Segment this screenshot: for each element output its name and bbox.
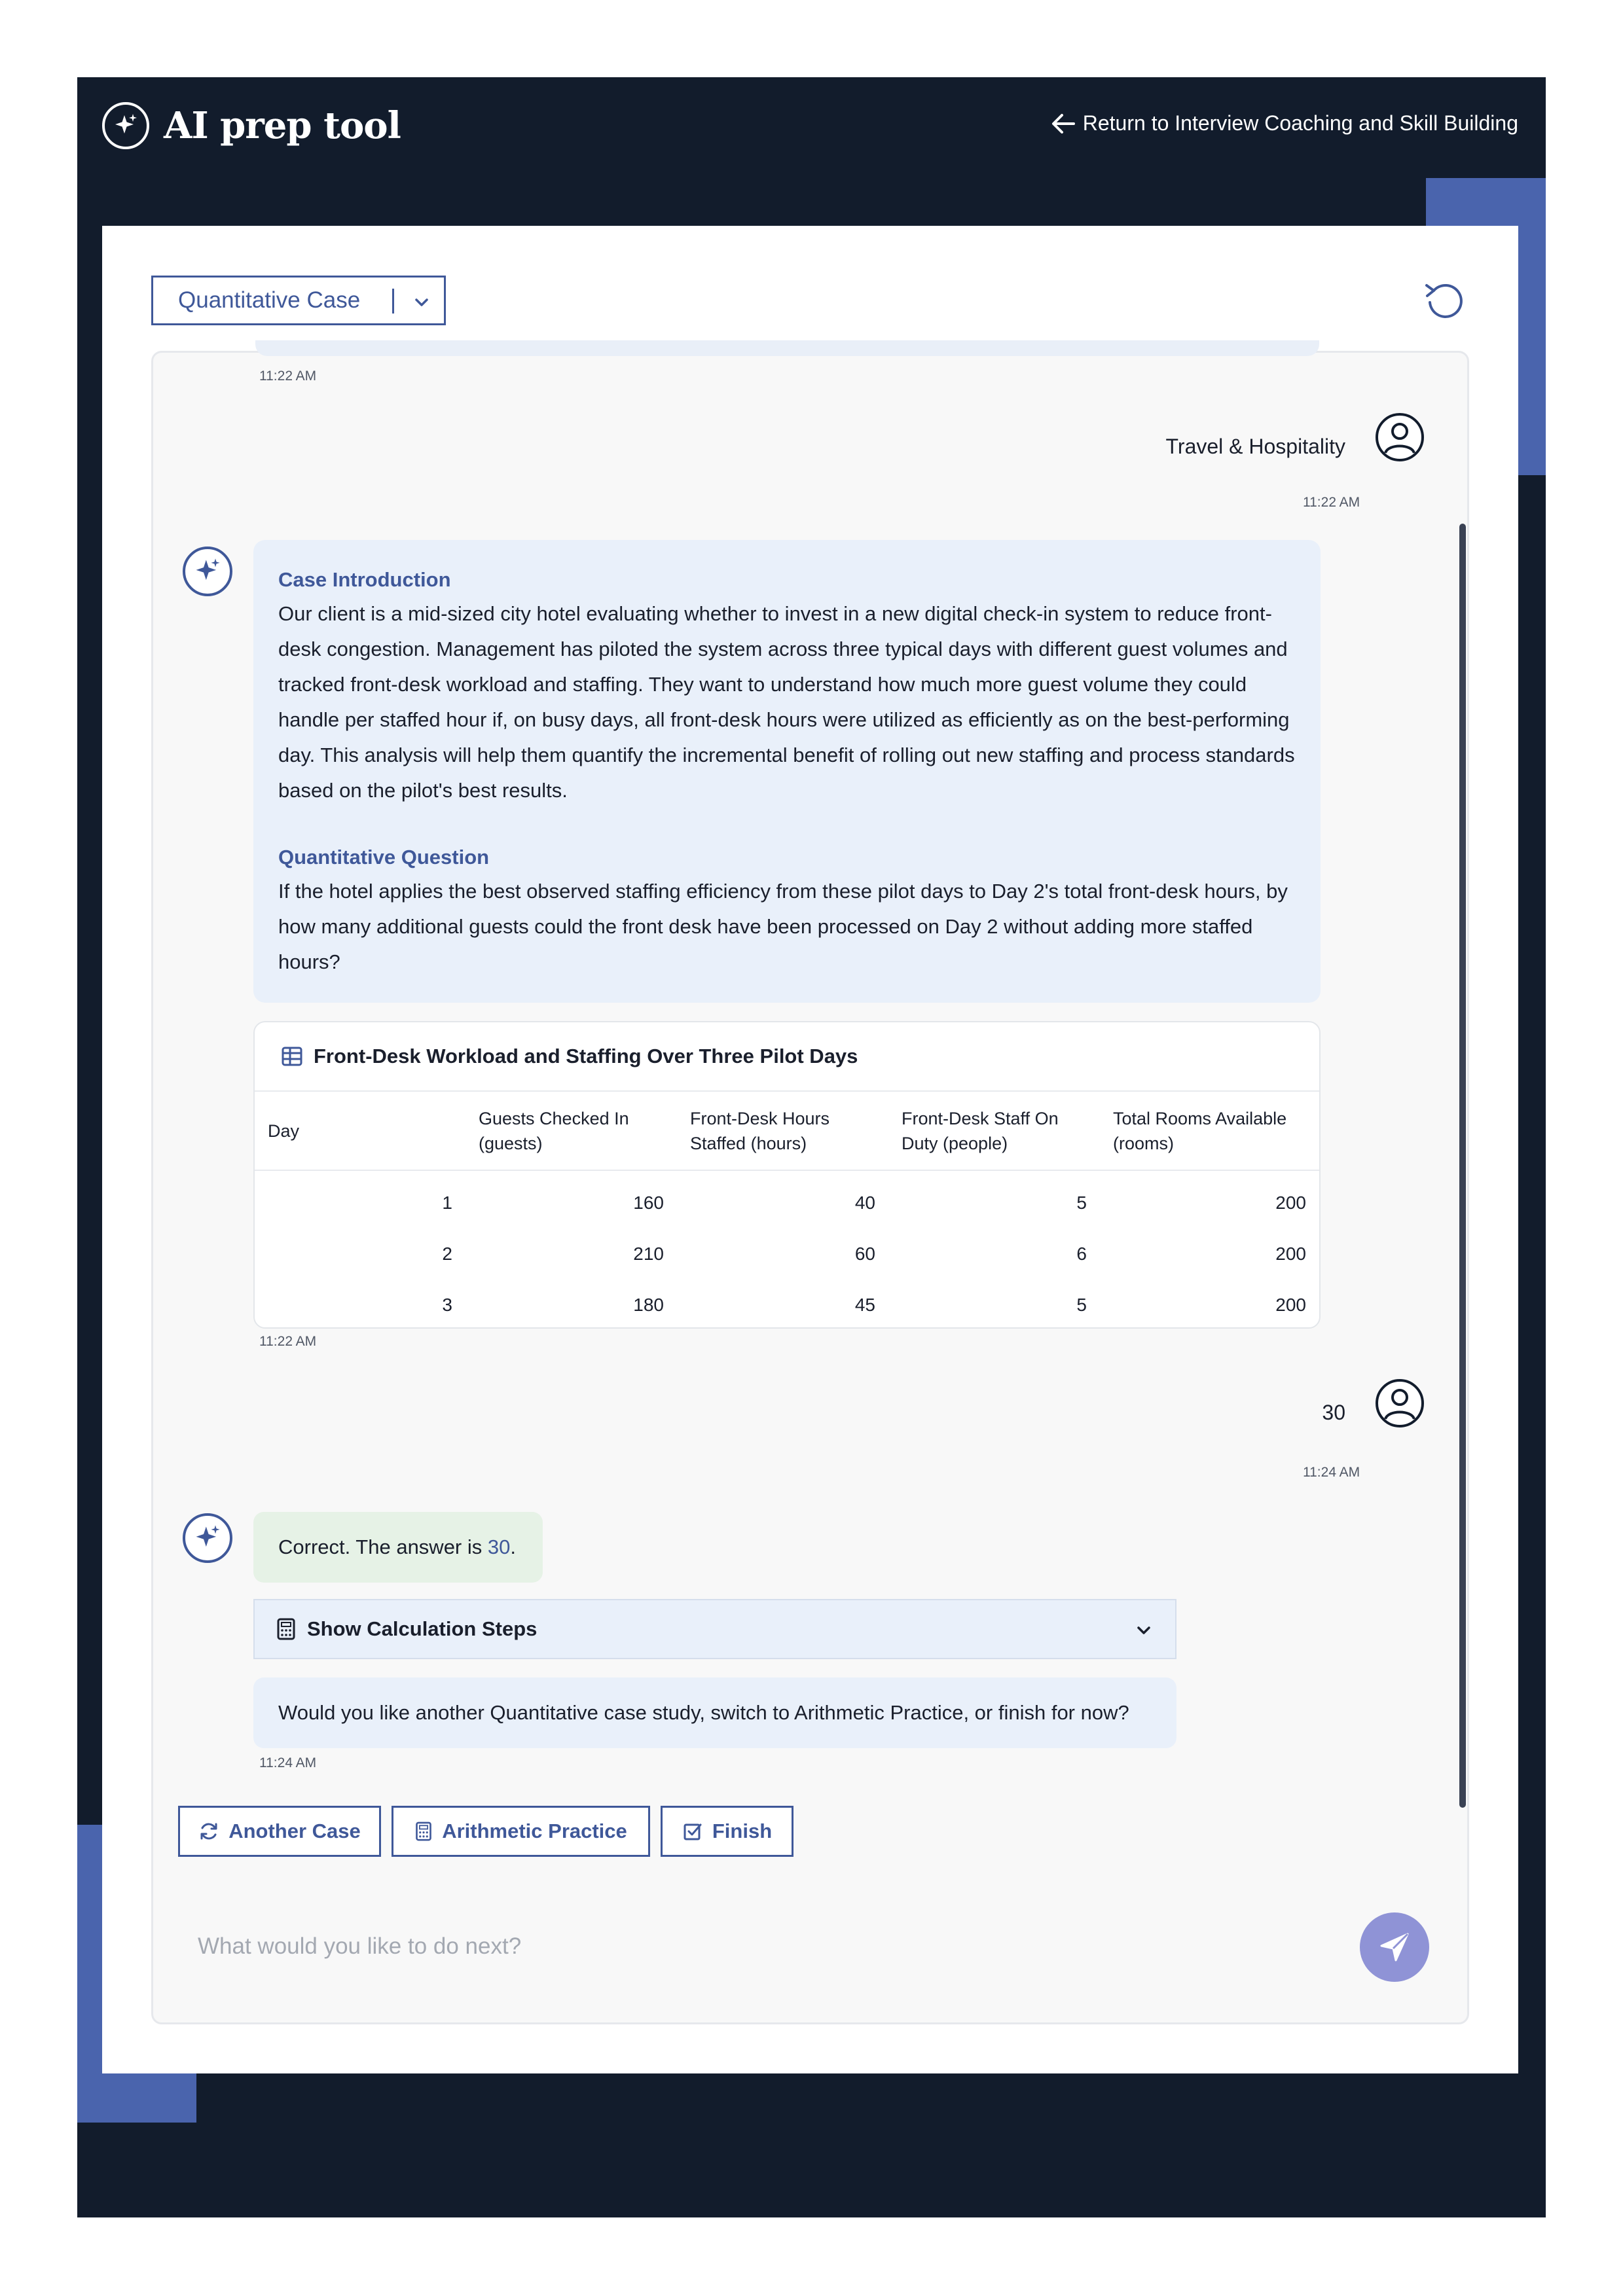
calculator-icon [414,1821,433,1842]
another-case-label: Another Case [228,1820,361,1842]
back-link[interactable] [1050,111,1518,135]
table-cell: 6 [1076,1244,1087,1264]
app-title: AI prep tool [164,104,401,147]
feedback-correct-bubble [253,1512,543,1583]
table-cell: 200 [1275,1295,1306,1315]
table-cell: 210 [633,1244,664,1264]
table-cell: 45 [854,1295,875,1315]
refresh-icon [198,1821,219,1842]
sparkle-icon [192,556,223,587]
previous-message-bubble [255,340,1319,356]
assistant-avatar [183,1513,232,1563]
chat-scrollbar[interactable] [1459,524,1466,1808]
table-cell: 5 [1076,1295,1087,1315]
message-timestamp: 11:22 AM [259,1334,317,1349]
table-cell: 180 [633,1295,664,1315]
table-row [255,1170,1319,1229]
user-icon [1375,1378,1425,1428]
column-header: Total Rooms Available (rooms) [1100,1092,1319,1170]
table-cell: 3 [442,1295,452,1315]
table-cell: 200 [1275,1244,1306,1264]
column-header: Day [255,1092,465,1170]
column-header: Front-Desk Hours Staffed (hours) [677,1092,888,1170]
message-timestamp: 11:24 AM [259,1755,317,1770]
feedback-text: Correct. The answer is [278,1535,483,1558]
feedback-suffix: . [510,1535,516,1558]
column-header: Front-Desk Staff On Duty (people) [888,1092,1100,1170]
select-divider [392,289,394,314]
quant-question-body: If the hotel applies the best observed staffing efficiency from these pilot days to Day 2's total front-desk hours, by how many additional guests could the front desk have been processed on Day 2 without adding more staffed hours? [278,880,1288,973]
check-square-icon [682,1821,703,1842]
table-cell: 5 [1076,1193,1087,1213]
send-icon [1376,1929,1413,1965]
data-table-header [255,1022,1319,1092]
table-cell: 1 [442,1193,452,1213]
send-button[interactable] [1360,1912,1429,1982]
chat-input[interactable] [196,1913,1338,1980]
data-table [255,1092,1319,1329]
next-step-prompt: Would you like another Quantitative case study, switch to Arithmetic Practice, or finish for now? [278,1701,1129,1724]
data-table-card [253,1021,1321,1329]
chevron-down-icon [410,291,433,314]
case-intro-title: Case Introduction [278,568,451,591]
feedback-answer: 30 [487,1535,511,1558]
sparkle-icon [102,102,149,149]
case-type-value: Quantitative Case [178,287,361,313]
table-cell: 60 [854,1244,875,1264]
column-header: Guests Checked In (guests) [465,1092,677,1170]
next-step-prompt-bubble [253,1677,1176,1748]
data-table-title: Front-Desk Workload and Staffing Over Three Pilot Days [314,1045,858,1067]
table-row [255,1229,1319,1280]
arrow-left-icon [1050,113,1076,135]
message-timestamp: 11:22 AM [259,368,317,384]
case-intro-bubble [253,540,1321,1003]
assistant-avatar [183,547,232,596]
arithmetic-practice-button[interactable] [392,1806,650,1857]
calculation-steps-toggle[interactable] [253,1599,1176,1659]
case-type-select[interactable] [151,276,446,325]
quant-question-title: Quantitative Question [278,846,490,869]
user-message-industry: Travel & Hospitality [1165,435,1345,458]
table-cell: 160 [633,1193,664,1213]
reset-icon [1421,276,1468,323]
message-timestamp: 11:22 AM [1303,495,1360,510]
another-case-button[interactable] [178,1806,381,1857]
finish-label: Finish [712,1820,773,1842]
table-cell: 40 [854,1193,875,1213]
table-row [255,1280,1319,1329]
table-cell: 200 [1275,1193,1306,1213]
app-brand [102,102,401,149]
finish-button[interactable] [661,1806,793,1857]
table-cell: 2 [442,1244,452,1264]
user-icon [1375,412,1425,462]
case-intro-body: Our client is a mid-sized city hotel evaluating whether to invest in a new digital check-in system to reduce front-desk congestion. Management has piloted the system across three typical days with different guest volumes and tracked front-desk workload and staffing. They want to understand how much more guest volume they could handle per staffed hour if, on busy days, all front-desk hours were utilized as efficiently as on the best-performing day. This analysis will help them quantify the incremental benefit of rolling out new staffing and process standards based on the pilot's best results. [278,602,1295,802]
chevron-down-icon [1133,1620,1154,1641]
message-timestamp: 11:24 AM [1303,1465,1360,1480]
table-icon [281,1045,303,1067]
arithmetic-practice-label: Arithmetic Practice [442,1820,627,1842]
calculator-icon [276,1618,297,1640]
calculation-steps-label: Show Calculation Steps [307,1617,538,1640]
user-message-answer: 30 [1322,1401,1345,1424]
back-link-label: Return to Interview Coaching and Skill Building [1082,111,1518,135]
reset-button[interactable] [1421,276,1468,323]
sparkle-icon [192,1522,223,1554]
